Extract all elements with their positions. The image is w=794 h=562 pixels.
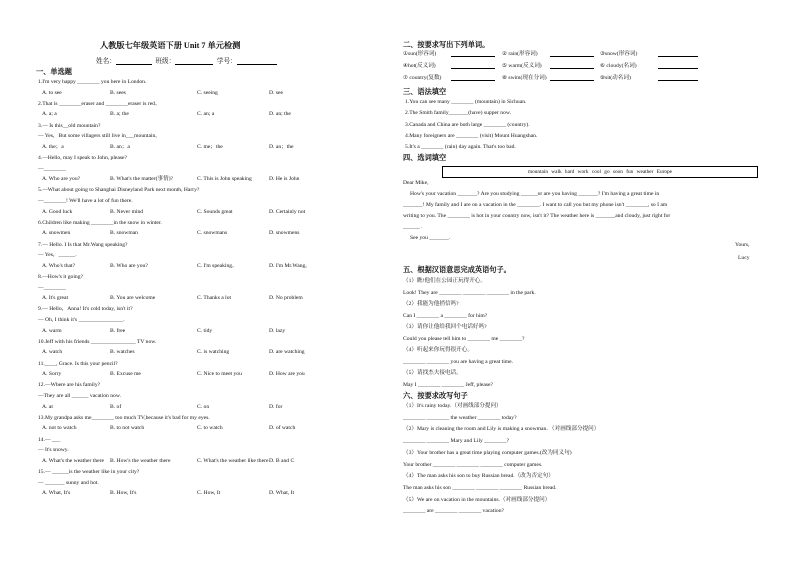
word-item: ② rain(形容词) xyxy=(502,51,538,57)
question-stem-line2: — Yes，______. xyxy=(38,252,77,259)
answer-option[interactable]: C. How, It xyxy=(197,490,221,497)
word-item: ⑧ swim(现在分词) xyxy=(502,75,547,81)
answer-blank[interactable] xyxy=(658,63,698,69)
rewrite-line: （3）Your brother has a great time playing computer games.(改为同义句) xyxy=(403,449,572,456)
answer-option[interactable]: B. watches xyxy=(110,349,135,356)
rewrite-line: The man asks his son ________ ________ ________ Russian bread. xyxy=(403,484,557,491)
translation-line: May I ________ ________ Jeff, please? xyxy=(403,381,493,388)
part3-heading: 三、语法填空 xyxy=(403,88,447,96)
question-stem-line2: — Yes，But some villagers still live in___mountain。 xyxy=(38,133,161,140)
answer-option[interactable]: C. What's the weather like there xyxy=(197,457,269,464)
answer-option[interactable]: D. B and C xyxy=(269,457,295,464)
question-stem: 10.Jeff with his friends ________________ TV now. xyxy=(38,338,157,345)
answer-option[interactable]: B. How, It's xyxy=(110,490,137,497)
answer-option[interactable]: D. What, It xyxy=(269,490,295,497)
answer-option[interactable]: A. a; a xyxy=(42,111,57,118)
question-stem-line2: —________ xyxy=(38,165,66,172)
grammar-item: 1.You can see many ________ (mountain) in Sichuan. xyxy=(405,99,527,105)
rewrite-line: （5）We are on vacation in the mountains.（对画线部分提问） xyxy=(403,496,551,503)
rewrite-line: ________ ________ the weather ________ today? xyxy=(403,414,517,421)
answer-option[interactable]: C. This is John speaking xyxy=(197,176,252,183)
grammar-item: 5.It's a ________ (rain) day again. That's too bad. xyxy=(405,144,516,151)
letter-line: ______ . xyxy=(403,224,423,230)
letter-signature: Lucy xyxy=(738,255,750,261)
answer-option[interactable]: D. an; the xyxy=(269,111,291,118)
answer-option[interactable]: A. the；a xyxy=(42,143,64,150)
id-field[interactable] xyxy=(237,57,277,65)
word-item: ⑤ warm(反义词) xyxy=(502,63,542,69)
page-title: 人教版七年级英语下册 Unit 7 单元检测 xyxy=(100,41,241,50)
answer-option[interactable]: C. Sounds great xyxy=(197,208,233,215)
answer-option[interactable]: D. of watch xyxy=(269,425,296,432)
answer-option[interactable]: D. I'm Mr.Wang。 xyxy=(269,262,311,269)
answer-option[interactable]: A. What, It's xyxy=(42,490,71,497)
answer-option[interactable]: A. Who are you? xyxy=(42,176,81,183)
question-stem: 1.I'm very happy ________ you here in London. xyxy=(38,79,147,85)
letter-line: writing to you. The ________ is hot in your country now, isn't it? The weather here is _______and cloudy, just right for xyxy=(403,213,671,219)
answer-option[interactable]: D. snowmens xyxy=(269,230,300,237)
question-stem: 15.— ______is the weather like in your city? xyxy=(38,469,140,475)
name-field[interactable] xyxy=(116,57,152,65)
answer-option[interactable]: B. Excuse me xyxy=(110,371,141,378)
answer-option[interactable]: C. Nice to meet you xyxy=(197,371,242,378)
answer-option[interactable]: A. to see xyxy=(42,89,62,96)
answer-option[interactable]: A. Good luck xyxy=(42,208,73,215)
question-stem-line2: —________ xyxy=(38,284,66,291)
translation-line: （2）我能为他捎信吗? xyxy=(403,301,459,307)
answer-option[interactable]: D. for xyxy=(269,403,283,410)
answer-option[interactable]: A. warm xyxy=(42,327,62,334)
question-stem: 11.____, Grace. Is this your pencil? xyxy=(38,360,118,367)
answer-option[interactable]: B. an；a xyxy=(110,143,130,150)
question-stem: 7.— Hello. I Is that Mr.Wang speaking? xyxy=(38,241,128,248)
answer-option[interactable]: B. to not watch xyxy=(110,425,145,432)
answer-option[interactable]: C. snowmans xyxy=(197,230,228,237)
word-item: ④hot(反义词) xyxy=(403,63,436,69)
grammar-item: 2.The Smith family_______(have) supper now. xyxy=(405,110,511,117)
answer-option[interactable]: B. sees xyxy=(110,89,126,96)
question-stem: 2.That is ________eraser and ________eraser is red。 xyxy=(38,100,161,107)
question-stem: 14.— ___ xyxy=(38,436,61,443)
answer-option[interactable]: D. No problem xyxy=(269,295,303,302)
answer-option[interactable]: C. seeing xyxy=(197,89,218,96)
answer-option[interactable]: D. are watching xyxy=(269,349,305,356)
word-item: ⑨sit(动名词) xyxy=(600,75,631,81)
answer-option[interactable]: A. What's the weather there xyxy=(42,457,104,464)
answer-option[interactable]: B. snowman xyxy=(110,230,138,237)
question-stem-line2: — Oh, I think it's ________________. xyxy=(38,317,125,323)
answer-option[interactable]: B. a; the xyxy=(110,111,129,118)
part2-heading: 二、按要求写出下列单词。 xyxy=(403,41,490,49)
answer-option[interactable]: B. of xyxy=(110,403,122,410)
answer-option[interactable]: D. see xyxy=(269,89,283,96)
class-label: 班级： xyxy=(155,58,176,65)
translation-line: （5）请找杰夫接电话。 xyxy=(403,370,462,376)
answer-option[interactable]: C. to watch xyxy=(197,425,223,432)
answer-option[interactable]: C. tidy xyxy=(197,327,213,334)
question-stem: 6.Children like making ________in the snow in winter. xyxy=(38,219,162,226)
answer-option[interactable]: B. You are welcome xyxy=(110,295,156,302)
answer-option[interactable]: C. I'm speaking。 xyxy=(197,262,238,269)
answer-option[interactable]: D. lazy xyxy=(269,327,286,334)
answer-option[interactable]: A. snowmen xyxy=(42,230,71,237)
rewrite-line: （4）The man asks his son to buy Russian bread.（改为否定句） xyxy=(403,473,554,480)
rewrite-line: Your brother ________ ________ ________ computer games. xyxy=(403,461,543,468)
answer-option[interactable]: C. me；the xyxy=(197,143,223,150)
part6-heading: 六、按要求改写句子 xyxy=(403,392,468,400)
question-stem-line2: —They are all ______ vacation now. xyxy=(38,393,121,399)
question-stem-line2: —________! We'll have a lot of fun there. xyxy=(38,198,133,204)
answer-blank[interactable] xyxy=(451,51,495,57)
letter-closing: Yours, xyxy=(735,242,750,248)
answer-option[interactable]: C. an; a xyxy=(197,111,215,118)
answer-blank[interactable] xyxy=(658,75,698,81)
answer-option[interactable]: A. Sorry xyxy=(42,371,62,378)
letter-line: How's your vacation _______? Are you studying ______or are you having _______? I'm having a great time in xyxy=(410,191,660,197)
word-item: ③snow(形容词) xyxy=(600,51,638,57)
answer-option[interactable]: B. free xyxy=(110,327,126,334)
word-item: ⑥ cloudy(名词) xyxy=(600,63,637,69)
answer-option[interactable]: B. Who are you? xyxy=(110,262,148,269)
word-item: ①sun(形容词) xyxy=(403,51,437,57)
class-field[interactable] xyxy=(175,57,213,65)
question-stem: 9.— Hello，Anna! It's cold today, isn't it? xyxy=(38,306,133,313)
question-stem: 3.— Is this__old mountain? xyxy=(38,122,101,129)
answer-option[interactable]: D. How are you xyxy=(269,371,305,378)
question-stem: 13.My grandpa asks me________ too much TV,because it's bad for my eyes. xyxy=(38,414,210,421)
translation-line: Can I ________ a ________ for him? xyxy=(403,312,488,319)
answer-option[interactable]: D. Certainly not xyxy=(269,208,306,215)
question-stem: 4.—Hello, may I speak to John, please? xyxy=(38,155,128,161)
answer-blank[interactable] xyxy=(550,75,594,81)
translation-line: Look! They are ________ ________ ________ in the park. xyxy=(403,289,536,296)
rewrite-line: （2）Mary is cleaning the room and Lily is making a snowman．（对画线部分提问） xyxy=(403,426,600,433)
answer-option[interactable]: C. on xyxy=(197,403,210,410)
answer-option[interactable]: A. It's great xyxy=(42,295,69,302)
grammar-item: 4.Many foreigners are ________ (visit) Mount Huangshan. xyxy=(405,132,538,139)
letter-line: Dear Mike, xyxy=(403,180,429,186)
translation-line: （4）听起来你玩得很开心。 xyxy=(403,347,473,353)
rewrite-line: ________ ________ Mary and Lily ________? xyxy=(403,438,510,445)
rewrite-line: （1）It's rainy today.（对画线部分提问） xyxy=(403,403,502,409)
student-info xyxy=(96,55,277,65)
answer-option[interactable]: B. What's the matter(事情)? xyxy=(110,176,174,183)
letter-line: _______! My family and I are on a vacation in the ________. I want to call you but my phone isn't ________, so I am xyxy=(403,202,668,208)
translation-line: Could you please tell him to ________ me ________? xyxy=(403,335,525,342)
translation-line: （1）瞧!他们在公园正玩得开心。 xyxy=(403,278,486,284)
grammar-item: 3.Canada and China are both large ________ (country). xyxy=(405,121,530,128)
question-stem: 5.—What about going to Shanghai Disneyland Park next month, Harry? xyxy=(38,187,200,194)
word-item: ⑦ country(复数) xyxy=(403,75,442,81)
question-stem-line2: — It's snowy. xyxy=(38,447,69,454)
answer-option[interactable]: B. How's the weather there xyxy=(110,457,171,464)
answer-option[interactable]: A. Who's that? xyxy=(42,262,76,269)
question-stem-line2: — _______ sunny and hot. xyxy=(38,479,99,486)
name-label: 姓名： xyxy=(96,58,116,65)
answer-option[interactable]: D. He is John xyxy=(269,176,300,183)
answer-option[interactable]: D. an；the xyxy=(269,143,294,150)
part1-heading: 一、单选题 xyxy=(36,68,72,76)
answer-option[interactable]: A. at xyxy=(42,403,53,410)
answer-option[interactable]: A. watch xyxy=(42,349,63,356)
answer-blank[interactable] xyxy=(451,75,495,81)
word-bank: mountain walk hard work cool go soon fun weather Europe xyxy=(442,166,758,178)
translation-line: ________ ________ you are having a great time. xyxy=(403,358,513,365)
answer-option[interactable]: C. is watching xyxy=(197,349,230,356)
letter-line: See you _______. xyxy=(410,235,451,241)
part4-heading: 四、选词填空 xyxy=(403,154,447,162)
answer-blank[interactable] xyxy=(550,51,594,57)
rewrite-line: ________ are ________ ________ vacation? xyxy=(403,508,504,515)
answer-blank[interactable] xyxy=(451,63,495,69)
question-stem: 12.—Where are his family? xyxy=(38,382,101,389)
question-stem: 8.—How's it going? xyxy=(38,274,83,280)
answer-option[interactable]: C. Thanks a lot xyxy=(197,295,232,302)
translation-line: （3）请你让他给我回个电话好吗? xyxy=(403,324,487,330)
answer-option[interactable]: B. Never mind xyxy=(110,208,144,215)
id-label: 学号： xyxy=(216,58,237,65)
answer-option[interactable]: A. not to watch xyxy=(42,425,77,432)
part5-heading: 五、根据汉语意思完成英语句子。 xyxy=(403,266,511,274)
answer-blank[interactable] xyxy=(550,63,594,69)
answer-blank[interactable] xyxy=(658,51,698,57)
